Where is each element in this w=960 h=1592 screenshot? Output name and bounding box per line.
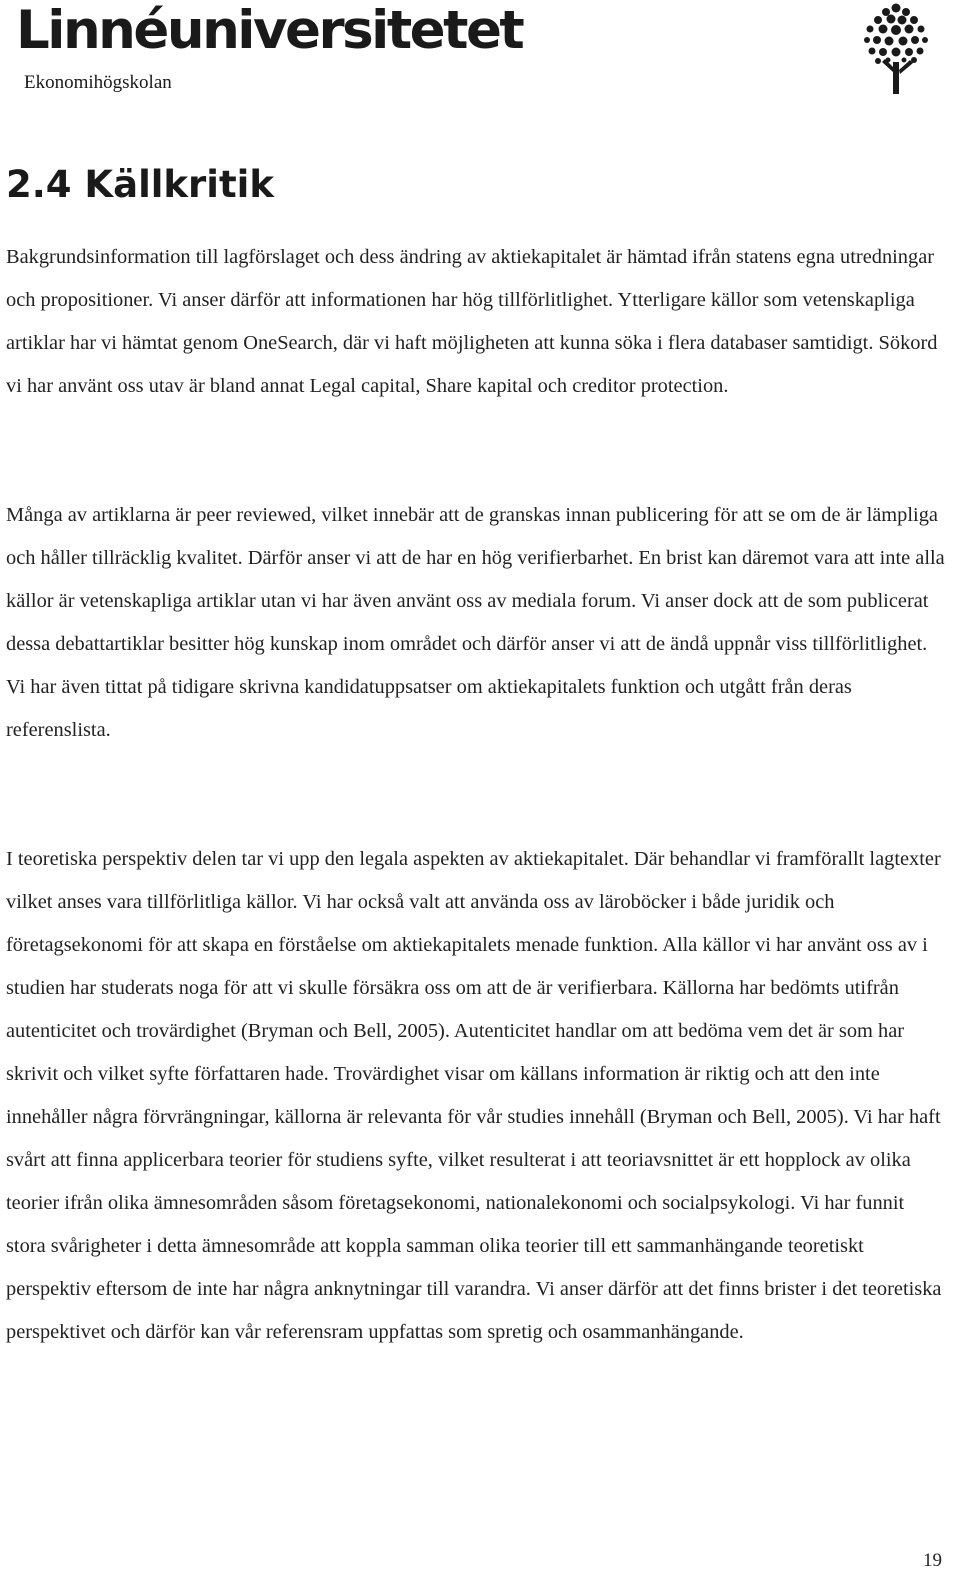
school-name: Ekonomihögskolan (24, 72, 172, 93)
page-header (0, 0, 960, 110)
section-heading: 2.4 Källkritik (6, 163, 274, 206)
body-paragraph: Många av artiklarna är peer reviewed, vilket innebär att de granskas innan publicering för att se om de är lämpliga och håller tillräcklig kvalitet. Därför anser vi att de har en hög verifierbarhet. En brist kan däremot vara att inte alla källor är vetenskapliga artiklar utan vi har även använt oss av mediala forum. Vi anser dock att de som publicerat dessa debattartiklar besitter hög kunskap inom området och därför anser vi att de ändå uppnår viss tillförlitlighet. Vi har även tittat på tidigare skrivna kandidatuppsatser om aktiekapitalets funktion och utgått från deras referenslista. (6, 504, 945, 741)
page-number: 19 (923, 1550, 942, 1571)
body-paragraph: I teoretiska perspektiv delen tar vi upp den legala aspekten av aktiekapitalet. Där behandlar vi framförallt lagtexter vilket anses vara tillförlitliga källor. Vi har också valt att använda oss av läroböcker i både juridik och företagsekonomi för att skapa en förståelse om aktiekapitalets menade funktion. Alla källor vi har använt oss av i studien har studerats noga för att vi skulle försäkra oss om att de är verifierbara. Källorna har bedömts utifrån autenticitet och trovärdighet (Bryman och Bell, 2005). Autenticitet handlar om att bedöma vem det är som har skrivit och vilket syfte författaren hade. Trovärdighet visar om källans information är riktig och att den inte innehåller några förvrängningar, källorna är relevanta för vår studies innehåll (Bryman och Bell, 2005). Vi har haft svårt att finna applicerbara teorier för studiens syfte, vilket resulterat i att teoriavsnittet är ett hopplock av olika teorier ifrån olika ämnesområden såsom företagsekonomi, nationalekonomi och socialpsykologi. Vi har funnit stora svårigheter i detta ämnesområde att koppla samman olika teorier till ett sammanhängande teoretiskt perspektiv eftersom de inte har några anknytningar till varandra. Vi anser därför att det finns brister i det teoretiska perspektivet och därför kan vår referensram uppfattas som spretig och osammanhängande. (6, 848, 942, 1343)
body-paragraph: Bakgrundsinformation till lagförslaget och dess ändring av aktiekapitalet är hämtad ifrån statens egna utredningar och propositioner. Vi anser därför att informationen har hög tillförlitlighet. Ytterligare källor som vetenskapliga artiklar har vi hämtat genom OneSearch, där vi haft möjligheten att kunna söka i flera databaser samtidigt. Sökord vi har använt oss utav är bland annat Legal capital, Share kapital och creditor protection. (6, 246, 938, 397)
tree-icon (858, 2, 934, 96)
university-logo-wordmark: Linnéuniversitetet (16, 0, 523, 61)
